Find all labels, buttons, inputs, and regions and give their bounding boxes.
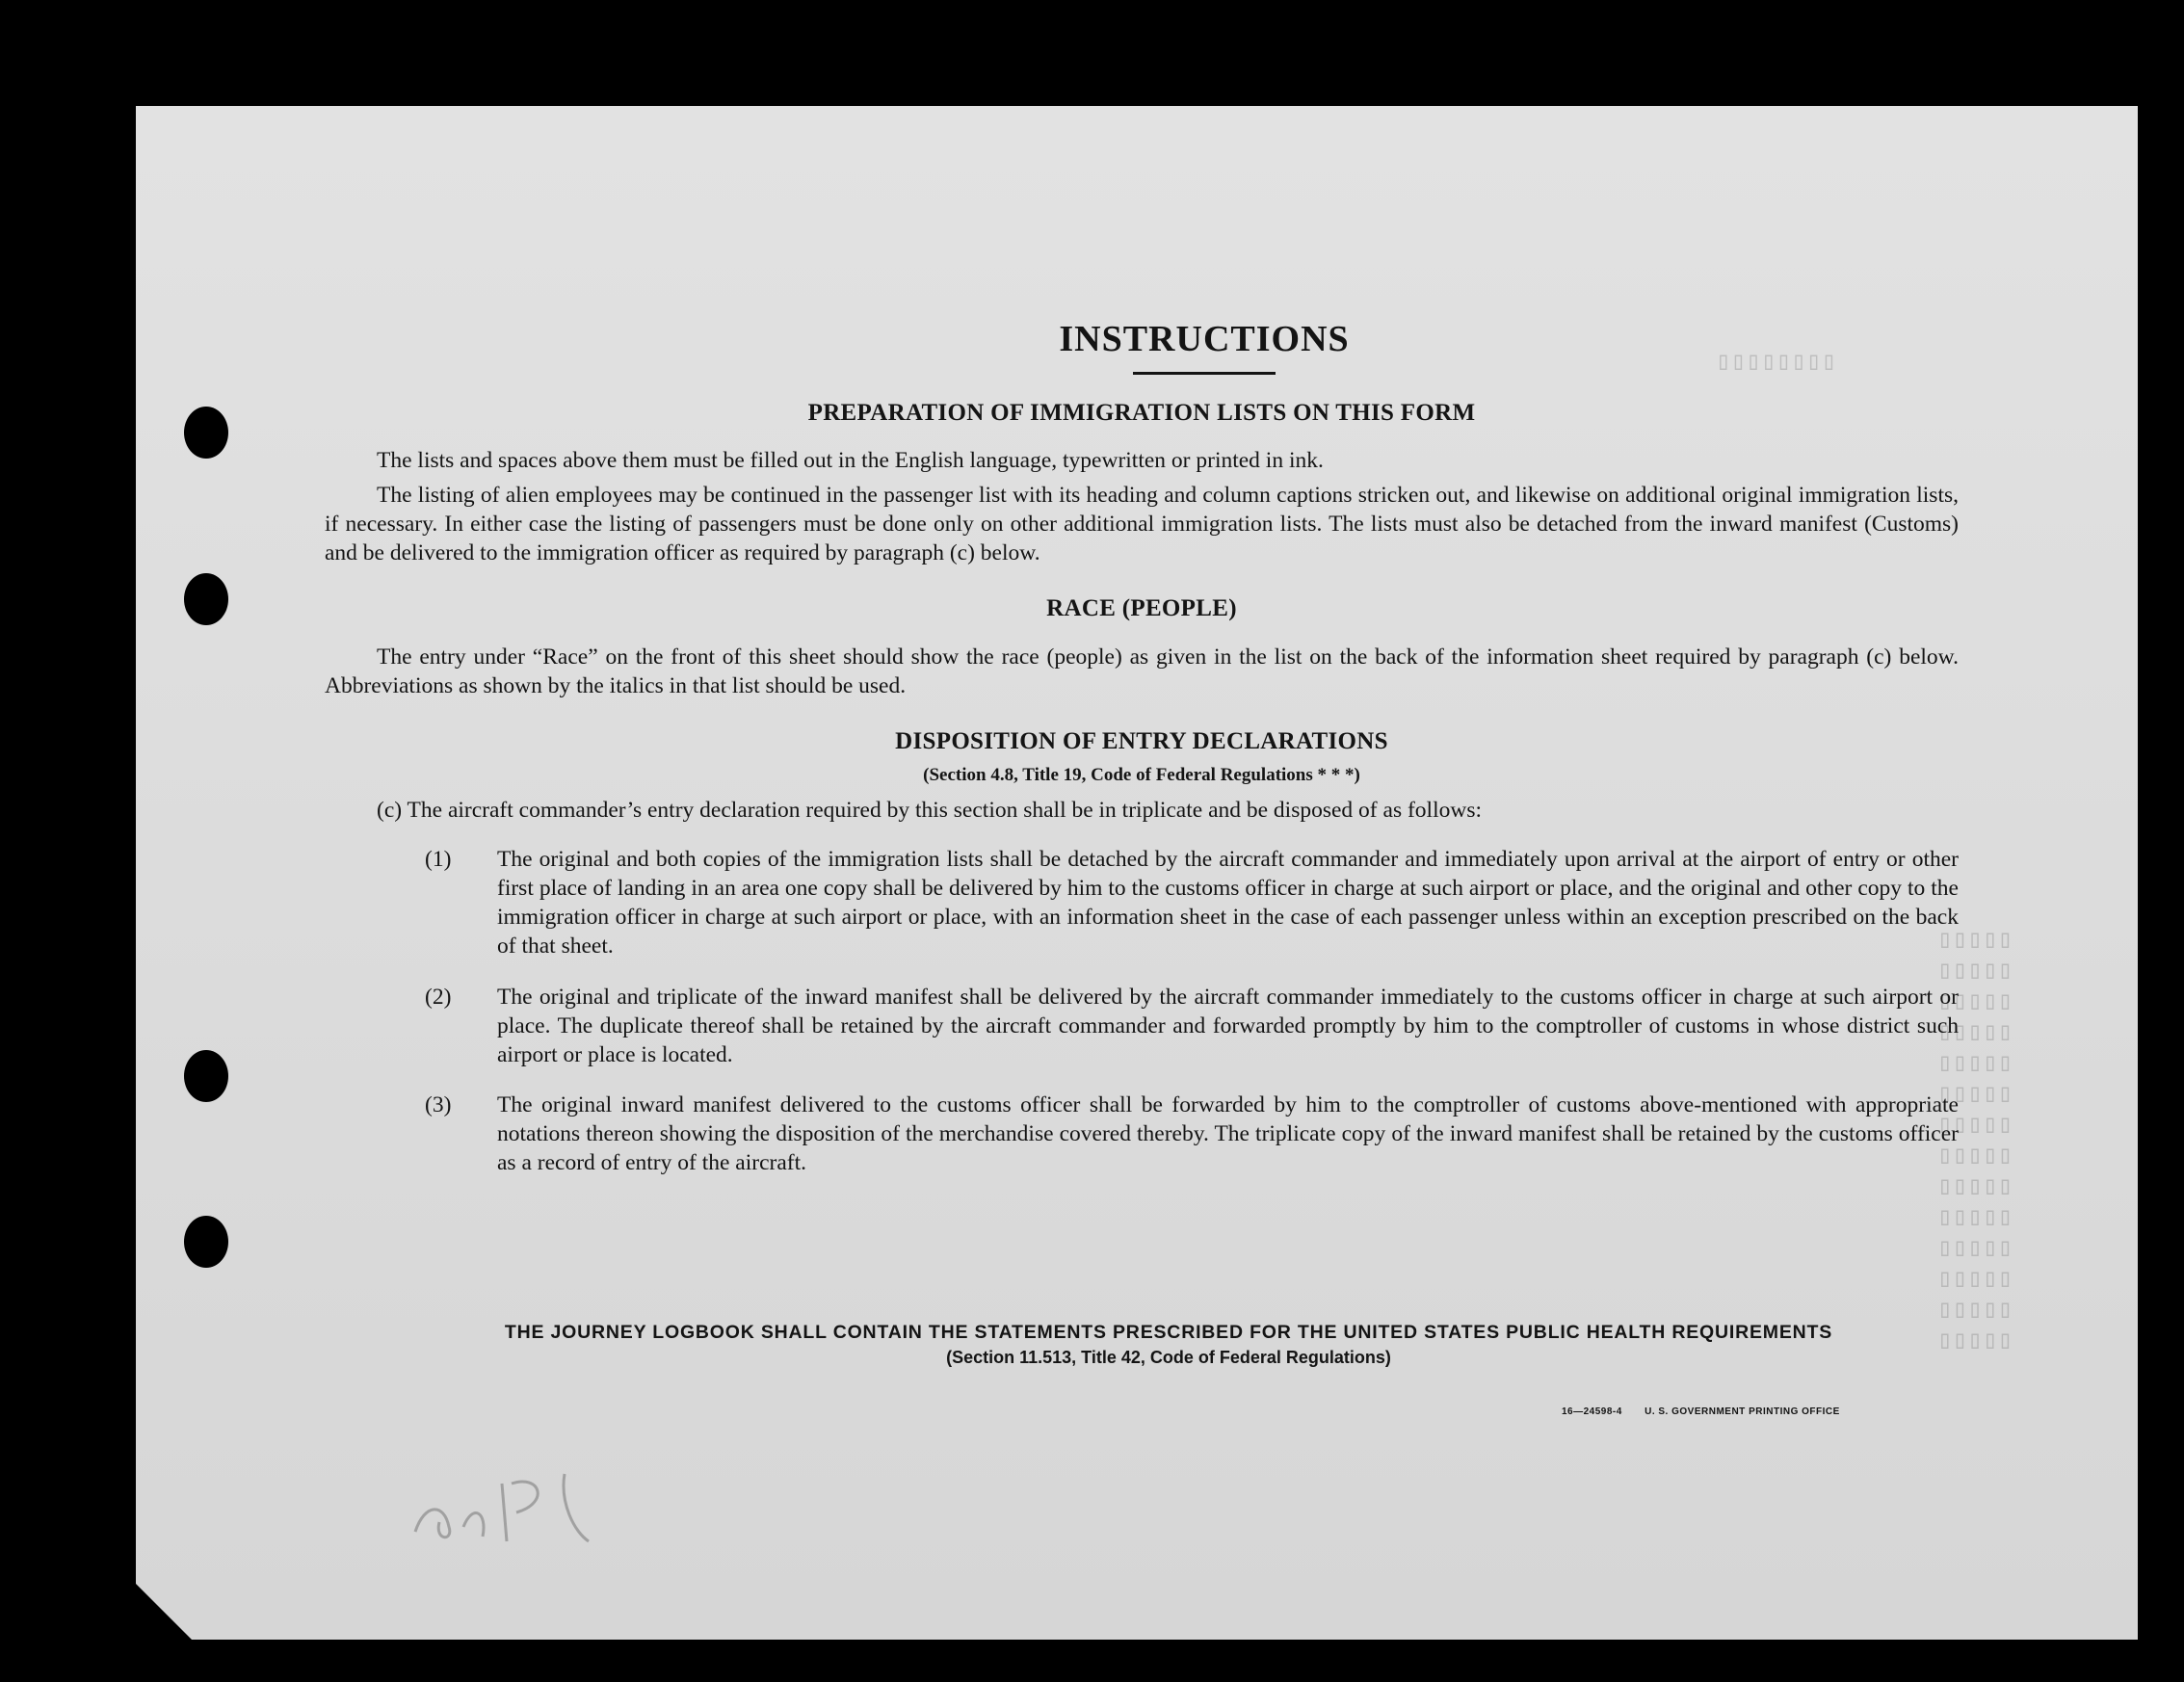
- preparation-heading: PREPARATION OF IMMIGRATION LISTS ON THIS FORM: [807, 400, 1476, 426]
- disposition-heading: DISPOSITION OF ENTRY DECLARATIONS: [895, 728, 1388, 754]
- disposition-item: [325, 845, 1959, 960]
- document-page: [136, 106, 2138, 1640]
- title-underline: [1133, 372, 1276, 375]
- race-paragraph: The entry under “Race” on the front of this sheet should show the race (people) as given in the list on the back of the information sheet required by paragraph (c) below. Abbreviations as shown by the italics in that list should be used.: [325, 644, 1959, 698]
- punch-hole: [184, 1216, 228, 1268]
- printing-imprint: [1562, 1406, 1840, 1417]
- disposition-lead: (c) The aircraft commander’s entry declaration required by this section shall be in triplicate and be disposed of as follows:: [377, 798, 1482, 823]
- page-title: INSTRUCTIONS: [1059, 319, 1350, 359]
- preparation-paragraph-2: The listing of alien employees may be continued in the passenger list with its heading and column captions stricken out, and likewise on additional original immigration lists, if necessary. In either case the listing of passengers must be done only on other additional immigration lists. The lists must also be detached from the inward manifest (Customs) and be delivered to the immigration officer as required by paragraph (c) below.: [325, 483, 1959, 565]
- preparation-paragraph-1: The lists and spaces above them must be filled out in the English language, typewritten or printed in ink.: [377, 448, 1324, 473]
- item-text: The original inward manifest delivered to the customs officer shall be forwarded by him to the comptroller of customs above-mentioned with appropriate notations thereon showing the disposition of the merchandise covered thereby. The triplicate copy of the inward manifest shall be retained by the customs officer as a record of entry of the aircraft.: [497, 1092, 1959, 1175]
- logbook-notice: [321, 1322, 2016, 1368]
- reverse-side-show-through: ▯▯▯▯▯▯▯▯: [1716, 348, 1837, 377]
- handwritten-mark: [396, 1445, 685, 1551]
- disposition-item: [325, 1091, 1959, 1177]
- printer-name: U. S. GOVERNMENT PRINTING OFFICE: [1645, 1406, 1840, 1417]
- form-print-code: 16—24598-4: [1562, 1406, 1622, 1417]
- item-text: The original and triplicate of the inward manifest shall be delivered by the aircraft commander immediately to the customs officer in charge at such airport or place. The duplicate thereof shall be retained by the aircraft commander and forwarded promptly by him to the comptroller of customs in whose district such airport or place is located.: [497, 985, 1959, 1067]
- instructions-body: [325, 318, 1959, 1177]
- item-number: (3): [425, 1092, 452, 1117]
- disposition-item: [325, 983, 1959, 1069]
- punch-hole: [184, 1050, 228, 1102]
- logbook-citation: (Section 11.513, Title 42, Code of Federal Regulations): [946, 1348, 1391, 1367]
- item-number: (1): [425, 847, 452, 872]
- punch-hole: [184, 407, 228, 459]
- race-heading: RACE (PEOPLE): [1046, 595, 1237, 621]
- disposition-citation: (Section 4.8, Title 19, Code of Federal Regulations * * *): [923, 765, 1360, 785]
- reverse-side-show-through: ▯▯▯▯▯ ▯▯▯▯▯ ▯▯▯▯▯ ▯▯▯▯▯ ▯▯▯▯▯ ▯▯▯▯▯ ▯▯▯▯▯ ▯▯▯▯▯ ▯▯▯▯▯ ▯▯▯▯▯ ▯▯▯▯▯ ▯▯▯▯▯ ▯▯▯▯▯ ▯▯▯▯▯: [1937, 926, 2013, 1355]
- punch-hole: [184, 573, 228, 625]
- item-number: (2): [425, 985, 452, 1010]
- logbook-statement: THE JOURNEY LOGBOOK SHALL CONTAIN THE STATEMENTS PRESCRIBED FOR THE UNITED STATES PUBLIC HEALTH REQUIREMENTS: [504, 1322, 1833, 1343]
- item-text: The original and both copies of the immigration lists shall be detached by the aircraft commander and immediately upon arrival at the airport of entry or other first place of landing in an area one copy shall be delivered by him to the customs officer in charge at such airport or place, and the original and other copy to the immigration officer in charge at such airport or place, with an information sheet in the case of each passenger unless within an exception prescribed on the back of that sheet.: [497, 847, 1959, 959]
